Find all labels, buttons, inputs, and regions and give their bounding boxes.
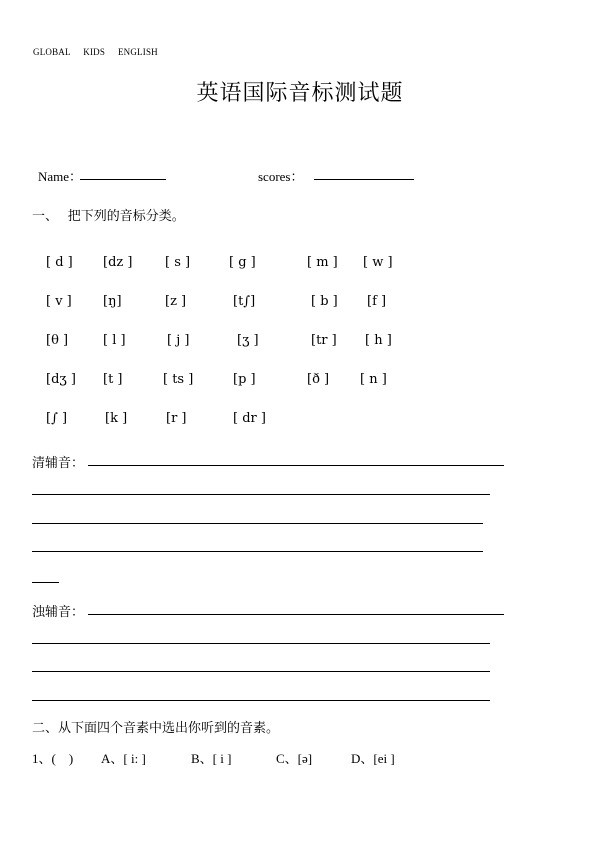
symbol-cell: [ʒ ]: [237, 333, 259, 348]
header-text: GLOBAL KIDS ENGLISH: [33, 47, 158, 57]
symbol-cell: [ g ]: [229, 255, 256, 270]
symbol-cell: [θ ]: [46, 333, 69, 348]
voiceless-answer-line[interactable]: [32, 494, 490, 495]
symbol-cell: [∫ ]: [46, 411, 68, 426]
symbol-cell: [ŋ]: [103, 294, 122, 309]
symbol-cell: [r ]: [166, 411, 187, 426]
symbol-cell: [ m ]: [307, 255, 338, 270]
symbol-cell: [ h ]: [365, 333, 392, 348]
voiceless-answer-line[interactable]: [32, 523, 483, 524]
voiced-answer-line[interactable]: [32, 700, 490, 701]
voiceless-label: 清辅音：: [32, 455, 85, 470]
symbol-cell: [ v ]: [46, 294, 72, 309]
symbol-cell: [t∫]: [233, 294, 256, 309]
voiceless-answer-line[interactable]: [88, 465, 504, 466]
symbol-cell: [ð ]: [307, 372, 330, 387]
symbol-cell: [f ]: [367, 294, 387, 309]
option-c[interactable]: C、[ə]: [276, 751, 313, 766]
option-a[interactable]: A、[ i: ]: [101, 751, 146, 766]
scores-label: scores：: [258, 169, 304, 184]
symbol-cell: [ ts ]: [163, 372, 194, 387]
voiceless-answer-line[interactable]: [32, 551, 483, 552]
symbol-cell: [ l ]: [103, 333, 126, 348]
option-b[interactable]: B、[ i ]: [191, 751, 232, 766]
question-number[interactable]: 1、( ): [32, 751, 74, 766]
symbol-cell: [ w ]: [363, 255, 393, 270]
name-blank[interactable]: [80, 179, 166, 180]
voiced-answer-line[interactable]: [88, 614, 504, 615]
symbol-cell: [ d ]: [46, 255, 73, 270]
scores-blank[interactable]: [314, 179, 414, 180]
voiced-answer-line[interactable]: [32, 643, 490, 644]
symbol-cell: [ j ]: [167, 333, 190, 348]
option-d[interactable]: D、[ei ]: [351, 751, 395, 766]
voiced-answer-line[interactable]: [32, 671, 490, 672]
symbol-cell: [tr ]: [311, 333, 337, 348]
symbol-cell: [p ]: [233, 372, 256, 387]
symbol-cell: [dʒ ]: [46, 372, 76, 387]
symbol-cell: [ s ]: [165, 255, 191, 270]
section2-heading: 二、从下面四个音素中选出你听到的音素。: [32, 720, 280, 735]
name-label: Name：: [38, 169, 83, 184]
page-title: 英语国际音标测试题: [196, 80, 404, 105]
symbol-cell: [t ]: [103, 372, 123, 387]
symbol-cell: [k ]: [105, 411, 128, 426]
voiceless-answer-line[interactable]: [32, 582, 59, 583]
symbol-cell: [ b ]: [311, 294, 338, 309]
voiced-label: 浊辅音：: [32, 604, 85, 619]
symbol-cell: [ n ]: [360, 372, 387, 387]
section1-heading: 一、 把下列的音标分类。: [32, 208, 185, 223]
symbol-cell: [ dr ]: [233, 411, 266, 426]
symbol-cell: [dz ]: [103, 255, 133, 270]
symbol-cell: [z ]: [165, 294, 187, 309]
